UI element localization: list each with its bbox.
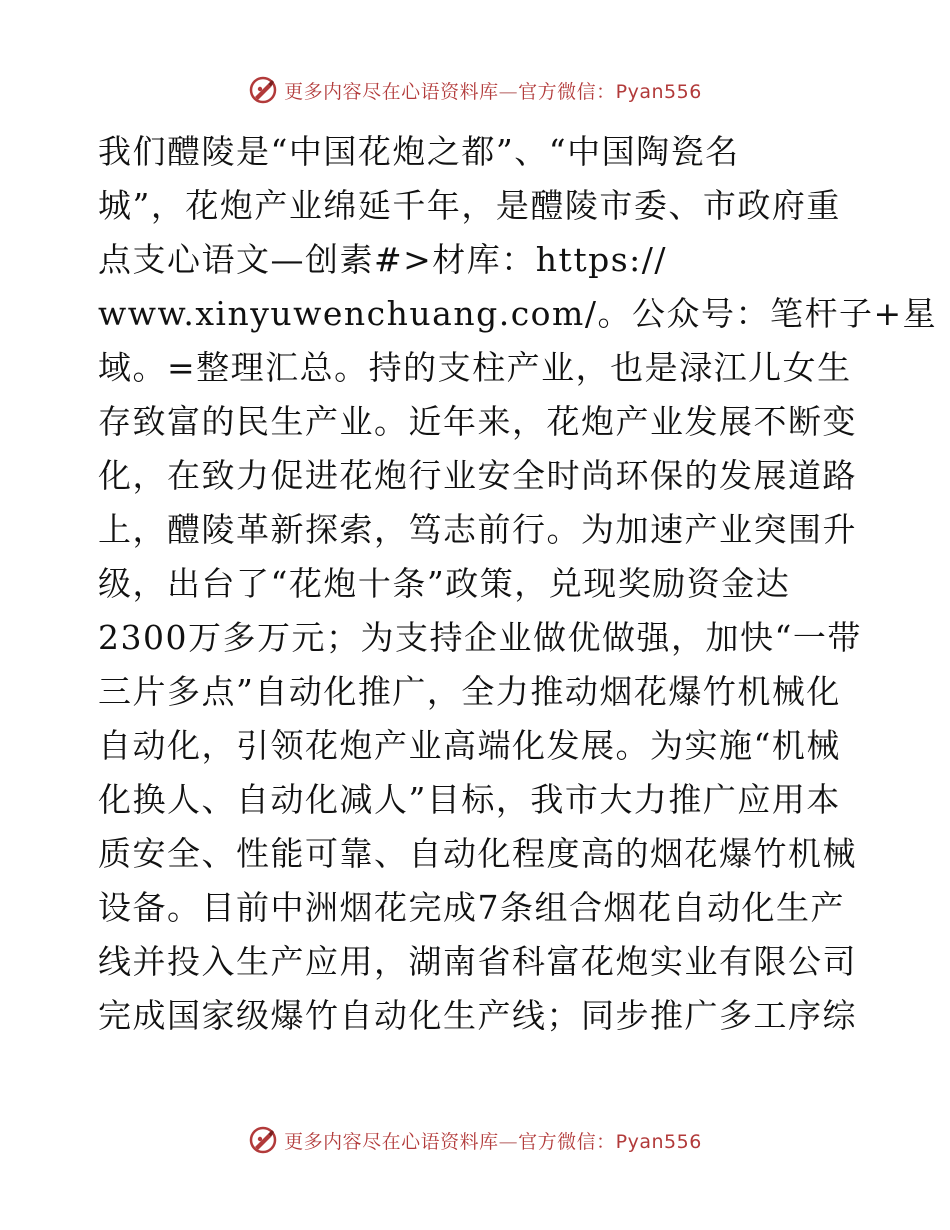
- body-line-6: 存致富的民生产业。近年来，花炮产业发展不断变: [98, 402, 857, 441]
- body-line-10: 2300万多万元；为支持企业做优做强，加快“一带: [98, 618, 862, 657]
- header-banner-main: 更多内容尽在心语资料库: [284, 80, 499, 103]
- body-line-15: 设备。目前中洲烟花完成7条组合烟花自动化生产: [98, 888, 845, 927]
- body-line-11: 三片多点”自动化推广，全力推动烟花爆竹机械化: [98, 672, 841, 711]
- body-line-2: 城”，花炮产业绵延千年，是醴陵市委、市政府重: [98, 186, 841, 225]
- footer-banner-text: [284, 1127, 702, 1154]
- body-line-1: 我们醴陵是“中国花炮之都”、“中国陶瓷名: [98, 132, 740, 171]
- body-line-12: 自动化，引领花炮产业高端化发展。为实施“机械: [98, 726, 841, 765]
- header-banner-separator: —: [498, 80, 519, 103]
- body-line-16: 线并投入生产应用，湖南省科富花炮实业有限公司: [98, 942, 857, 981]
- body-line-3: 点支心语文—创素#>材库：https://: [98, 240, 667, 279]
- footer-banner-separator: —: [498, 1130, 519, 1153]
- body-line-4: www.xinyuwenchuang.com/。公众号：笔杆子+星: [98, 294, 938, 333]
- body-line-8: 上，醴陵革新探索，笃志前行。为加速产业突围升: [98, 510, 857, 549]
- body-line-13: 化换人、自动化减人”目标，我市大力推广应用本: [98, 780, 841, 819]
- body-line-5: 域。=整理汇总。持的支柱产业，也是渌江儿女生: [98, 348, 852, 387]
- document-body: [98, 125, 938, 1043]
- footer-banner-main: 更多内容尽在心语资料库: [284, 1130, 499, 1153]
- body-line-14: 质安全、性能可靠、自动化程度高的烟花爆竹机械: [98, 834, 857, 873]
- library-logo-icon: [248, 75, 278, 105]
- body-line-7: 化，在致力促进花炮行业安全时尚环保的发展道路: [98, 456, 857, 495]
- body-line-17: 完成国家级爆竹自动化生产线；同步推广多工序综: [98, 996, 857, 1035]
- header-banner-contact: 官方微信：Pyan556: [518, 80, 702, 103]
- footer-banner-contact: 官方微信：Pyan556: [518, 1130, 702, 1153]
- header-banner: [0, 70, 950, 110]
- footer-banner: [0, 1120, 950, 1160]
- body-line-9: 级，出台了“花炮十条”政策，兑现奖励资金达: [98, 564, 791, 603]
- header-banner-text: [284, 77, 702, 104]
- library-logo-icon: [248, 1125, 278, 1155]
